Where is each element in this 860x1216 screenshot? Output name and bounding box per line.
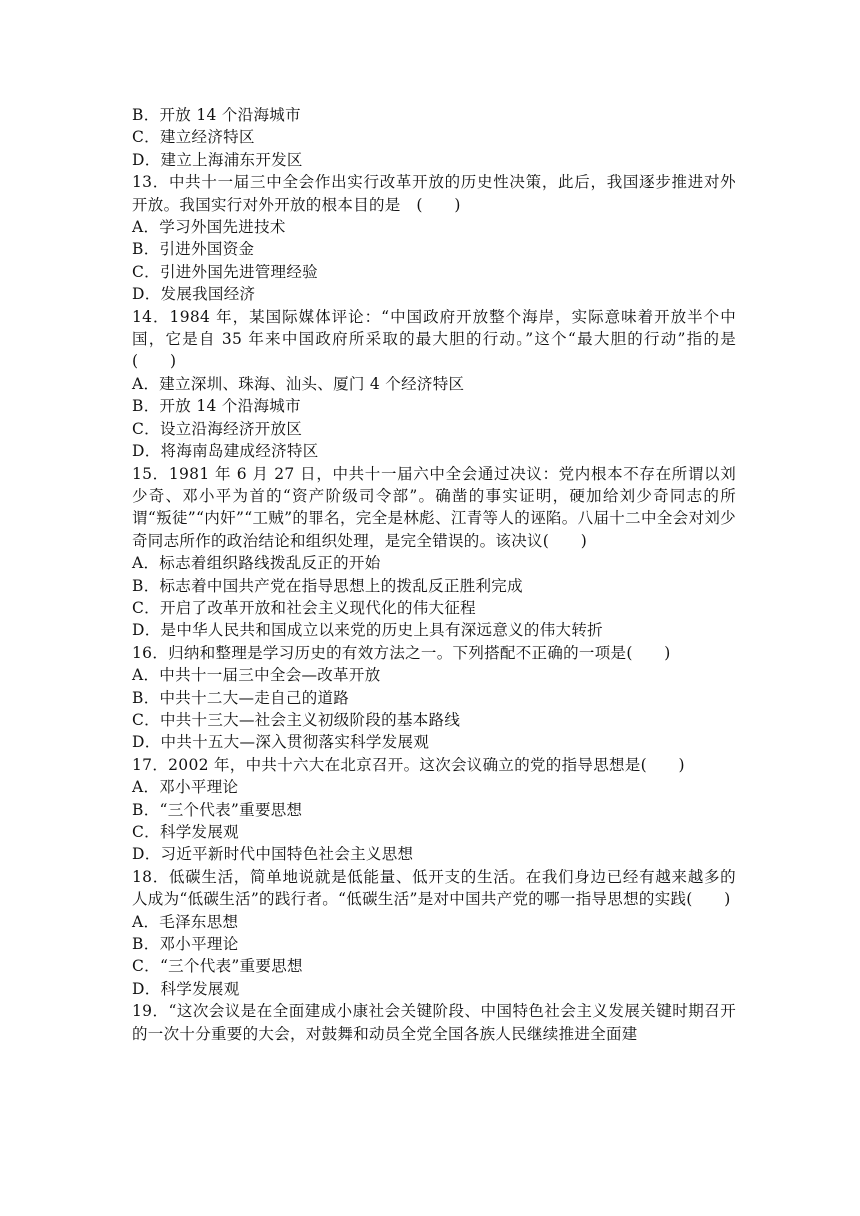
option: A．标志着组织路线拨乱反正的开始 [132, 554, 381, 573]
question-stem: 17．2002 年，中共十六大在北京召开。这次会议确立的党的指导思想是( ) [132, 755, 685, 774]
option: B．引进外国资金 [132, 240, 255, 259]
option: D．是中华人民共和国成立以来党的历史上具有深远意义的伟大转折 [132, 621, 603, 640]
option: C．“三个代表”重要思想 [132, 957, 303, 976]
question-stem: 19．“这次会议是在全面建成小康社会关键阶段、中国特色社会主义发展关键时期召开的一次十分重要的大会，对鼓舞和动员全党全国各族人民继续推进全面建 [132, 1002, 736, 1043]
option: D．中共十五大—深入贯彻落实科学发展观 [132, 733, 430, 752]
option: B．标志着中国共产党在指导思想上的拨乱反正胜利完成 [132, 576, 523, 595]
question-19 [132, 1000, 736, 1045]
option: B．开放 14 个沿海城市 [132, 106, 301, 124]
option: A．邓小平理论 [132, 778, 239, 797]
option: C．中共十三大—社会主义初级阶段的基本路线 [132, 710, 461, 729]
option: C．引进外国先进管理经验 [132, 262, 318, 281]
question-17 [132, 754, 736, 866]
option: A．学习外国先进技术 [132, 218, 286, 237]
option: D．发展我国经济 [132, 285, 256, 304]
option: C．建立经济特区 [132, 128, 255, 147]
option: A．中共十一届三中全会—改革开放 [132, 666, 381, 685]
question-18 [132, 866, 736, 1000]
option: D．将海南岛建成经济特区 [132, 442, 319, 461]
option: D．科学发展观 [132, 979, 240, 998]
continued-options [132, 104, 736, 171]
question-15 [132, 463, 736, 642]
option: B．中共十二大—走自己的道路 [132, 688, 350, 707]
option: D．建立上海浦东开发区 [132, 150, 303, 169]
option: A．毛泽东思想 [132, 912, 239, 931]
exam-page [132, 104, 736, 1045]
question-stem: 14．1984 年，某国际媒体评论：“中国政府开放整个海岸，实际意味着开放半个中国，它是自 35 年来中国政府所采取的最大胆的行动。”这个“最大胆的行动”指的是( ) [132, 307, 736, 371]
option: C．开启了改革开放和社会主义现代化的伟大征程 [132, 598, 476, 617]
option: B．开放 14 个沿海城市 [132, 397, 301, 416]
question-14 [132, 306, 736, 463]
option: B．邓小平理论 [132, 935, 239, 954]
question-stem: 18．低碳生活，简单地说就是低能量、低开支的生活。在我们身边已经有越来越多的人成为“低碳生活”的践行者。“低碳生活”是对中国共产党的哪一指导思想的实践( ) [132, 867, 736, 909]
option: D．习近平新时代中国特色社会主义思想 [132, 845, 414, 864]
question-13 [132, 171, 736, 305]
option: C．设立沿海经济开放区 [132, 419, 303, 438]
option: B．“三个代表”重要思想 [132, 800, 303, 819]
question-16 [132, 642, 736, 754]
question-stem: 16．归纳和整理是学习历史的有效方法之一。下列搭配不正确的一项是( ) [132, 643, 671, 662]
question-stem: 15．1981 年 6 月 27 日，中共十一届六中全会通过决议：党内根本不存在所谓以刘少奇、邓小平为首的“资产阶级司令部”。确凿的事实证明，硬加给刘少奇同志的所谓“叛徒”“内奸”“工贼”的罪名，完全是林彪、江青等人的诬陷。八届十二中全会对刘少奇同志所作的政治结论和组织处理，是完全错误的。该决议( ) [132, 464, 736, 550]
option: C．科学发展观 [132, 823, 239, 841]
option: A．建立深圳、珠海、汕头、厦门 4 个经济特区 [132, 374, 465, 393]
question-stem: 13．中共十一届三中全会作出实行改革开放的历史性决策，此后，我国逐步推进对外开放。我国实行对外开放的根本目的是 ( ) [132, 173, 736, 214]
